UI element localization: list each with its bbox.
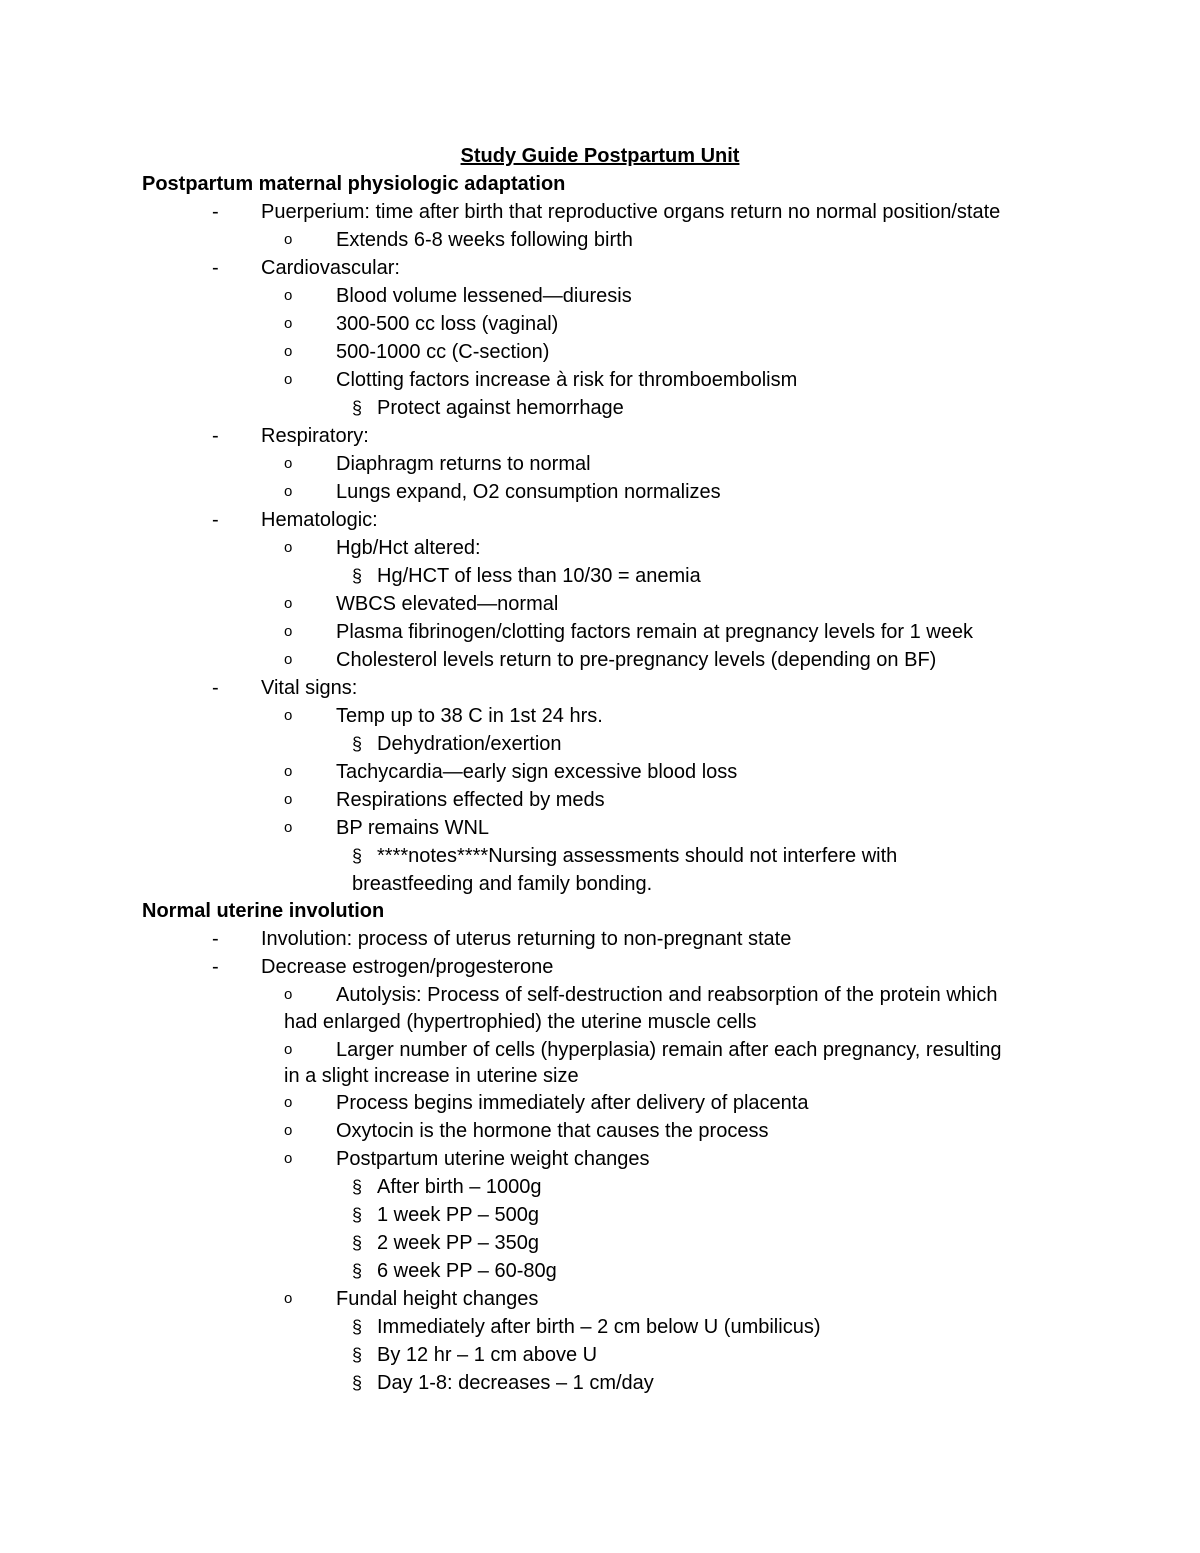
section-heading-uterine-involution: Normal uterine involution bbox=[142, 900, 385, 922]
item-text: 6 week PP – 60-80g bbox=[377, 1260, 557, 1282]
item-text: Oxytocin is the hormone that causes the process bbox=[336, 1120, 769, 1142]
item-text: Puerperium: time after birth that reproductive organs return no normal position/state bbox=[261, 201, 1001, 223]
item-text: Extends 6-8 weeks following birth bbox=[336, 229, 633, 251]
section-bullet: § bbox=[352, 1233, 363, 1253]
item-text: Involution: process of uterus returning to non-pregnant state bbox=[261, 928, 792, 950]
section-bullet: § bbox=[352, 1261, 363, 1281]
section-bullet: § bbox=[352, 398, 363, 418]
item-text: 1 week PP – 500g bbox=[377, 1204, 539, 1226]
item-text: Clotting factors increase à risk for thromboembolism bbox=[336, 369, 798, 391]
circle-bullet: o bbox=[284, 1290, 293, 1307]
item-text: BP remains WNL bbox=[336, 817, 490, 839]
circle-bullet: o bbox=[284, 371, 293, 388]
item-text: Tachycardia—early sign excessive blood loss bbox=[336, 761, 738, 783]
item-text: Cardiovascular: bbox=[261, 257, 400, 279]
item-text: 500-1000 cc (C-section) bbox=[336, 341, 550, 363]
circle-bullet: o bbox=[284, 707, 293, 724]
dash-bullet: - bbox=[212, 928, 219, 950]
section-heading-physiologic-adaptation: Postpartum maternal physiologic adaptation bbox=[142, 173, 566, 195]
circle-bullet: o bbox=[284, 231, 293, 248]
item-text: Immediately after birth – 2 cm below U (umbilicus) bbox=[377, 1316, 821, 1338]
item-text: Protect against hemorrhage bbox=[377, 397, 624, 419]
item-text: Fundal height changes bbox=[336, 1288, 539, 1310]
circle-bullet: o bbox=[284, 483, 293, 500]
circle-bullet: o bbox=[284, 455, 293, 472]
item-text: Hgb/Hct altered: bbox=[336, 537, 481, 559]
circle-bullet: o bbox=[284, 539, 293, 556]
circle-bullet: o bbox=[284, 287, 293, 304]
item-text: Autolysis: Process of self-destruction and reabsorption of the protein which bbox=[336, 984, 998, 1006]
item-text: Dehydration/exertion bbox=[377, 733, 562, 755]
item-text: Lungs expand, O2 consumption normalizes bbox=[336, 481, 721, 503]
dash-bullet: - bbox=[212, 509, 219, 531]
item-text: had enlarged (hypertrophied) the uterine muscle cells bbox=[284, 1011, 757, 1033]
section-bullet: § bbox=[352, 1205, 363, 1225]
item-text: Larger number of cells (hyperplasia) remain after each pregnancy, resulting bbox=[336, 1039, 1002, 1061]
item-text: Process begins immediately after delivery of placenta bbox=[336, 1092, 809, 1114]
item-text: Plasma fibrinogen/clotting factors remain at pregnancy levels for 1 week bbox=[336, 621, 973, 643]
item-text: WBCS elevated—normal bbox=[336, 593, 559, 615]
circle-bullet: o bbox=[284, 595, 293, 612]
dash-bullet: - bbox=[212, 201, 219, 223]
section-bullet: § bbox=[352, 566, 363, 586]
section-bullet: § bbox=[352, 734, 363, 754]
page-title: Study Guide Postpartum Unit bbox=[460, 145, 740, 167]
circle-bullet: o bbox=[284, 1150, 293, 1167]
dash-bullet: - bbox=[212, 257, 219, 279]
circle-bullet: o bbox=[284, 1094, 293, 1111]
item-text: Cholesterol levels return to pre-pregnancy levels (depending on BF) bbox=[336, 649, 937, 671]
item-text: 2 week PP – 350g bbox=[377, 1232, 539, 1254]
section-bullet: § bbox=[352, 1317, 363, 1337]
item-text: Respiratory: bbox=[261, 425, 369, 447]
item-text: Diaphragm returns to normal bbox=[336, 453, 591, 475]
item-text: Postpartum uterine weight changes bbox=[336, 1148, 650, 1170]
circle-bullet: o bbox=[284, 791, 293, 808]
section-bullet: § bbox=[352, 1177, 363, 1197]
section-bullet: § bbox=[352, 1373, 363, 1393]
circle-bullet: o bbox=[284, 763, 293, 780]
item-text: Vital signs: bbox=[261, 677, 358, 699]
item-text: Temp up to 38 C in 1st 24 hrs. bbox=[336, 705, 603, 727]
item-text: Respirations effected by meds bbox=[336, 789, 605, 811]
section-bullet: § bbox=[352, 1345, 363, 1365]
item-text: Blood volume lessened—diuresis bbox=[336, 285, 632, 307]
item-text: Day 1-8: decreases – 1 cm/day bbox=[377, 1372, 654, 1394]
circle-bullet: o bbox=[284, 1041, 293, 1058]
section-bullet: § bbox=[352, 846, 363, 866]
item-text: By 12 hr – 1 cm above U bbox=[377, 1344, 598, 1366]
circle-bullet: o bbox=[284, 986, 293, 1003]
item-text-continuation: breastfeeding and family bonding. bbox=[352, 873, 653, 895]
item-text: 300-500 cc loss (vaginal) bbox=[336, 313, 559, 335]
circle-bullet: o bbox=[284, 623, 293, 640]
item-text: Decrease estrogen/progesterone bbox=[261, 956, 554, 978]
item-text: Hg/HCT of less than 10/30 = anemia bbox=[377, 565, 701, 587]
circle-bullet: o bbox=[284, 315, 293, 332]
item-text: ****notes****Nursing assessments should not interfere with bbox=[377, 845, 898, 867]
circle-bullet: o bbox=[284, 819, 293, 836]
dash-bullet: - bbox=[212, 425, 219, 447]
item-text: Hematologic: bbox=[261, 509, 378, 531]
item-text: After birth – 1000g bbox=[377, 1176, 542, 1198]
circle-bullet: o bbox=[284, 651, 293, 668]
dash-bullet: - bbox=[212, 956, 219, 978]
item-text: in a slight increase in uterine size bbox=[284, 1065, 579, 1087]
circle-bullet: o bbox=[284, 343, 293, 360]
circle-bullet: o bbox=[284, 1122, 293, 1139]
dash-bullet: - bbox=[212, 677, 219, 699]
